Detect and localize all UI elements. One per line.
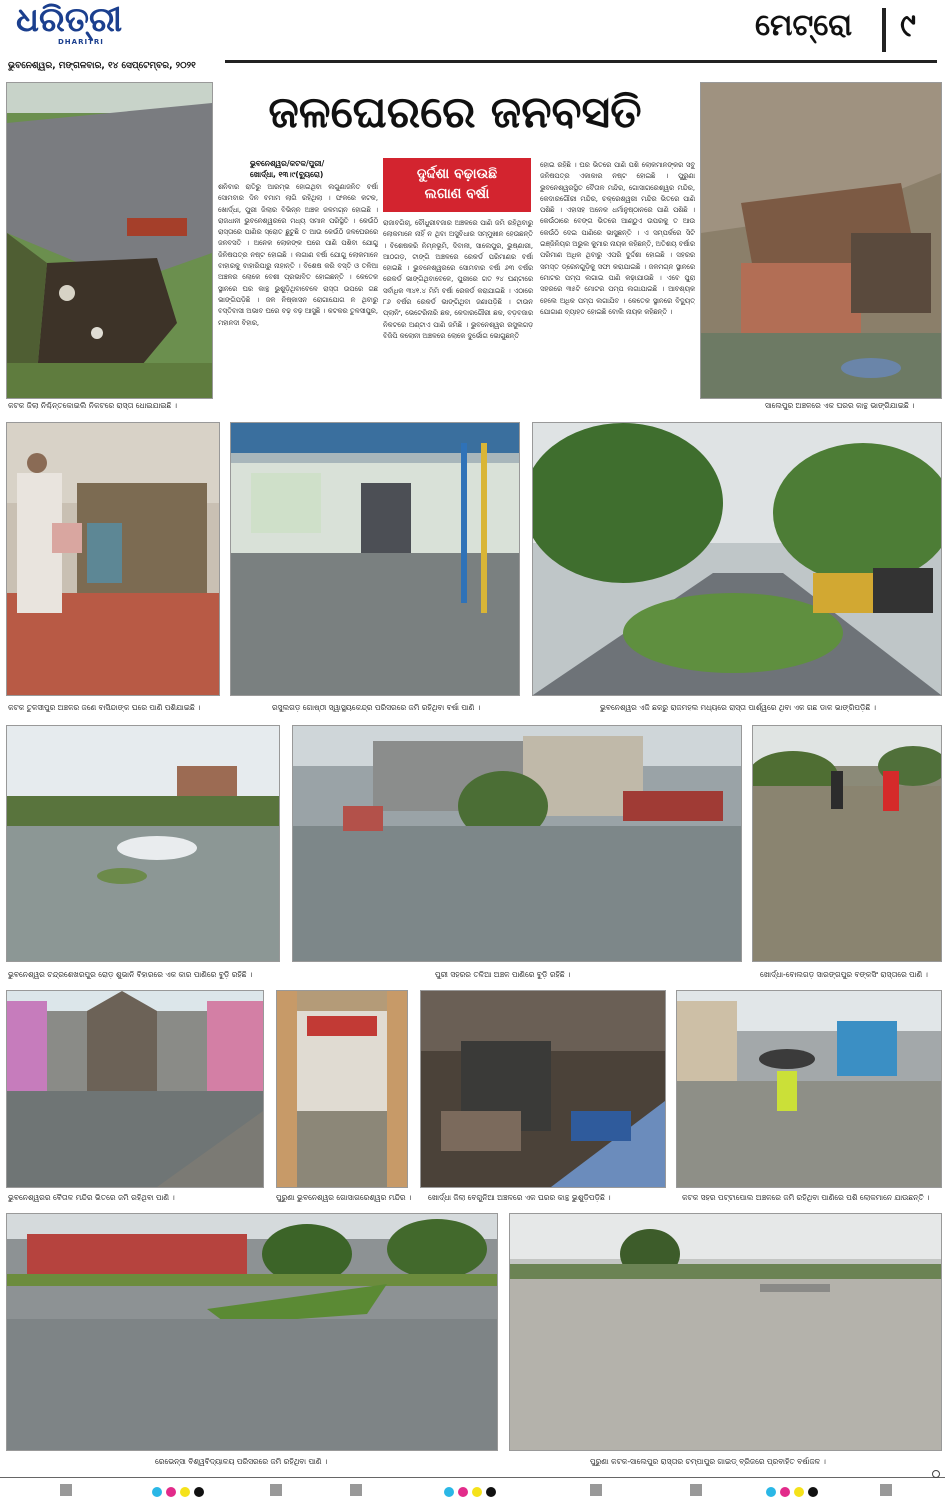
registration-dot-icon	[180, 1487, 190, 1497]
caption: ଭୁବନେଶ୍ୱରର ବୈତାଳ ମନ୍ଦିର ଭିତରେ ଜମି ରହିଥିବା ପାଣି ।	[8, 1193, 175, 1202]
article-column: ରାଜାବଗିଚା, ଚୌଧୁରୀବଜାର ଅଞ୍ଚଳରେ ପାଣି ଜମି ରହିଥିବାରୁ ଲୋକମାନେ ନାହିଁ ନ ଥିବା ଅସୁବିଧାର ସମ୍ମୁଖୀନ ହେଉଛନ୍ତି । ବିଶେଷକରି ନିମ୍ନଭୂମି, ଦିବାଳୀ, ସାଲେପୁର, ଭୁଷ୍ଣାରୀ, ଆଠଗଡ଼, ଟାଙ୍ଗି ଅଞ୍ଚଳରେ ରେକର୍ଡ ପରିମାଣର ବର୍ଷା ହୋଇଛି । ଭୁବନେଶ୍ୱରରେ ସୋମବାର ବର୍ଷା ୬୩ ବର୍ଷର ରେକର୍ଡ ଭାଙ୍ଗିଥିବାବେଳେ, ପୁରୀରେ ଗତ ୨୪ ଘଣ୍ଟାରେ ସର୍ବାଧିକ ୩୪୧.୪ ମିମି ବର୍ଷା ରେକର୍ଡ କରାଯାଇଛି । ଏଠାରେ ୮୬ ବର୍ଷର ରେକର୍ଡ ଭାଙ୍ଗିଥିବା ଜଣାପଡ଼ିଛି । ଟାଉନ ପ୍ଲାନିଂ, ଭେଟେରିନାରି ଛକ, କେଦାରଗୌରୀ ଛକ, ବଡ଼ବଜାର ନିକଟରେ ଅଣ୍ଟାଏ ପାଣି ଜମିଛି । ଭୁବନେଶ୍ୱର ରସୁଲଗଡ଼ ବିଜିପି କଲୋନୀ ଅଞ୍ଚଳରେ ଲୋକେ ଦୁର୍ଭୋଗ ଭୋଗୁଛନ୍ତି	[383, 219, 533, 340]
registration-dot-icon	[444, 1487, 454, 1497]
registration-dot-icon	[166, 1487, 176, 1497]
registration-dot-icon	[780, 1487, 790, 1497]
photo-ravenshaw-campus	[6, 1213, 498, 1451]
photo-cuttack-street-flooded	[676, 990, 942, 1188]
registration-target-icon	[60, 1484, 72, 1496]
photo-baitala-temple-flooded	[6, 990, 264, 1188]
caption: କଟକ ସହର ପଟ୍ଟାପୋଲ ଅଞ୍ଚଳରେ ଜମି ରହିଥିବା ପାଣିରେ ପଶି ଲୋକମାନେ ଯାଉଛନ୍ତି ।	[682, 1193, 930, 1202]
registration-target-icon	[590, 1484, 602, 1496]
headline: ଜଳଘେରରେ ଜନବସତି	[268, 87, 642, 138]
registration-dot-icon	[458, 1487, 468, 1497]
registration-dot-icon	[472, 1487, 482, 1497]
caption: ପୁରୁଣା ଭୁବନେଶ୍ୱର ଗୋସାଗରେଶ୍ୱର ମନ୍ଦିର ।	[276, 1193, 412, 1202]
photo-begunia-house-collapse	[420, 990, 666, 1188]
byline: ଭୁବନେଶ୍ୱର/କଟକ/ପୁରୀ/ ଖୋର୍ଦ୍ଧା, ୧୩।୯(ବ୍ୟୁରୋ)	[250, 159, 325, 179]
photo-collapsed-house-wall	[700, 82, 942, 399]
registration-target-icon	[350, 1484, 362, 1496]
footer-rule	[0, 1477, 945, 1478]
masthead	[0, 0, 945, 72]
caption: ଖୋର୍ଦ୍ଧା-ବୋଲଗଡ଼ ସାରଙ୍ଗପୁର ବଙ୍କସିଂ ରାସ୍ତାରେ ପାଣି ।	[760, 970, 928, 979]
circle-arrow-icon	[932, 1470, 940, 1478]
masthead-rule	[225, 60, 937, 63]
caption: ରେଭେନ୍ସା ବିଶ୍ୱବିଦ୍ୟାଳୟ ପରିସରରେ ଜମି ରହିଥିବା ପାଣି ।	[155, 1457, 328, 1466]
registration-dot-icon	[766, 1487, 776, 1497]
photo-people-wading-road	[752, 725, 942, 962]
page-number: ୯	[900, 6, 916, 44]
subhead-line: ଦୁର୍ଦ୍ଦଶା ବଢ଼ାଉଛି	[416, 166, 498, 182]
logo	[10, 2, 130, 48]
subhead-box	[383, 158, 531, 212]
photo-puri-lowland	[292, 725, 742, 962]
photo-road-washed-away	[6, 82, 213, 399]
registration-dot-icon	[486, 1487, 496, 1497]
caption: କଟକ ତୁଳସୀପୁର ଅଞ୍ଚଳର ଜଣେ ବାସିନ୍ଦାଙ୍କ ଘରେ ପାଣି ପଶିଯାଇଛି ।	[8, 703, 201, 712]
photo-flooded-bridge	[509, 1213, 942, 1451]
photo-car-submerged	[6, 725, 280, 962]
registration-target-icon	[270, 1484, 282, 1496]
photo-flooded-health-centre	[230, 422, 520, 696]
caption: ପୁରୀ ସହରର ତଳିଆ ଅଞ୍ଚଳ ପାଣିରେ ବୁଡ଼ି ରହିଛି ।	[435, 970, 571, 979]
logo-sub: DHARITRI	[58, 38, 104, 46]
registration-dot-icon	[794, 1487, 804, 1497]
article-column: ଶନିବାର ରାତିରୁ ଆରମ୍ଭ ହୋଇଥିବା ଲଗୁଣାଜନିତ ବର୍ଷା ସୋମବାର ଦିନ ବମାମ ଲାଗି ରହିଥିଲା । ଫଳରେ କଟକ, ଖୋର୍ଦ୍ଧା, ପୁରୀ ଜିଲାର ବିଭିନ୍ନ ଅଞ୍ଚଳ ଜଳମଗ୍ନ ହୋଇଛି । ରାଜଧାନୀ ଭୁବନେଶ୍ୱରରେ ମଧ୍ୟ ସମାନ ପରିସ୍ଥିତି । କେଉଁଠି ରାସ୍ତାରେ ପାଣିର ସ୍ରୋତ ଛୁଟୁଛି ତ ଆଉ କେଉଁଠି ଜଳଘେରରେ ଜନବସତି । ଅନେକ ଲୋକଙ୍କ ଘରେ ପାଣି ପଶିବା ଯୋଗୁ ଜିନିଷପତ୍ର ନଷ୍ଟ ହୋଇଛି । ଲଗାଣ ବର୍ଷା ଯୋଗୁ ଲୋକମାନେ ବାହାରକୁ ବାହାରିପାରୁ ନାହାନ୍ତି । ବିଶେଷ କରି ବସ୍ତି ଓ ତଳିଆ ଅଞ୍ଚଳର ଲୋକେ ବେଶୀ ପ୍ରଭାବିତ ହୋଇଛନ୍ତି । କେତେକ ସ୍ଥାନରେ ଘର କାନ୍ଥ ଭୁଶୁଡ଼ିଥିବାବେଳେ ରାସ୍ତା ଉପରେ ଗଛ ଭାଙ୍ଗିପଡ଼ିଛି । ଜଳ ନିଷ୍କାସନ ରୋଗାଯୋଗ ନ ଥିବାରୁ ବସ୍ତିବାସୀ ଅଭାବ ଘରେ ବଢ଼ ବଢ଼ ଆସୁଛି । କଟକର ତୁଳସୀପୁର, ମହାନଦୀ ବିହାର,	[218, 183, 378, 327]
article-column: ହୋଇ ରହିଛି । ଘର ଭିତରେ ପାଣି ପଶି ଲୋକମାନଙ୍କର ସବୁ ଜନିଷପତ୍ର ଏକାକାର ନଷ୍ଟ ହୋଇଛି । ପୁରୁଣା ଭୁବନେଶ୍ୱରସ୍ଥିତ ବୈତାଳ ମନ୍ଦିର, ଗୋସାଗରେଶ୍ୱର ମନ୍ଦିର, କେଦାରଗୌରୀ ମନ୍ଦିର, ଚକ୍ରେଶ୍ୱରୀ ମନ୍ଦିର ଭିତରେ ପାଣି ପଶିଛି । ଏହାସହ ଅନେକ ଧର୍ମାନୁଷ୍ଠାନରେ ପାଣି ପଶିଛି । କେଉଁଠାରେ ବେଙ୍ଗ ଭିତରେ ଆଣ୍ଠୁଏ ଉପରକୁ ତ ଆଉ କେଉଁଠି ଦେଇ ପାଣିରେ ଭାସୁଛନ୍ତି । ଏ ସମ୍ପର୍କରେ ସିଟି ଇଞ୍ଜିନିୟର ଅଭୁଲ କୁମାର ନାୟକ କହିଛନ୍ତି, ଅତିଶୟ ବର୍ଷାର ପରିମାଣ ଅଧିକ ଥିବାରୁ ଏପରି ଦୁର୍ଦ୍ଦଶା ହୋଇଛି । ସହରର ସମସ୍ତ ଡ୍ରେନଗୁଡ଼ିକୁ ସଫା କରାଯାଇଛି । ଜଳମଗ୍ନ ସ୍ଥାନରେ ମୋଟର ପମ୍ପ ଲଗାଇ ପାଣି କଢ଼ାଯାଉଛି । ଏବେ ପୁରା ସହରରେ ୩୫ଟି ମୋଟର ପମ୍ପ ଲଗାଯାଇଛି । ଆବଶ୍ୟକ ହେଲେ ଅଧିକ ପମ୍ପ ଲଗାଯିବ । କେତେକ ସ୍ଥାନରେ ବିଦ୍ୟୁତ୍ ଯୋଗାଣ ବ୍ୟାହତ ହୋଇଛି ବୋଲି ନାୟକ କହିଛନ୍ତି ।	[540, 161, 695, 316]
dateline: ଭୁବନେଶ୍ୱର, ମଙ୍ଗଳବାର, ୧୪ ସେପ୍ଟେମ୍ବର, ୨୦୨୧	[8, 53, 196, 67]
photo-flooded-house-interior	[6, 422, 220, 696]
caption: ପୁରୁଣା କଟକ-ସାଲେପୁର ରାସ୍ତାର ଚମ୍ପାପୁର ଗାଇଡ୍ ବ୍ରିଜରେ ପ୍ରବାହିତ ବର୍ଷାଜଳ ।	[590, 1457, 826, 1466]
caption: ସାଲେପୁର ଅଞ୍ଚଳରେ ଏକ ଘରର କାନ୍ଥ ଭାଙ୍ଗିଯାଇଛି ।	[765, 401, 915, 410]
caption: ଖୋର୍ଦ୍ଧା ଜିଲା ବେଗୁନିଆ ଅଞ୍ଚଳରେ ଏକ ଘରର କାନ୍ଥ ଭୁଶୁଡ଼ିପଡ଼ିଛି ।	[428, 1193, 611, 1202]
registration-target-icon	[690, 1484, 702, 1496]
registration-dot-icon	[152, 1487, 162, 1497]
caption: ଭୁବନେଶ୍ୱର ଚନ୍ଦ୍ରଶେଖରପୁର ରୋଡ଼ ଶୁଭାନି ବିହାରରେ ଏକ କାର ପାଣିରେ ବୁଡ଼ି ରହିଛି ।	[8, 970, 253, 979]
registration-dot-icon	[194, 1487, 204, 1497]
subhead-line: ଲଗାଣ ବର୍ଷା	[424, 186, 490, 202]
caption: କଟକ ଜିଲା ନିଶ୍ଚିନ୍ତକୋଇଲି ନିକଟରେ ରାସ୍ତା ଧୋଇଯାଇଛି ।	[8, 401, 178, 410]
registration-dot-icon	[808, 1487, 818, 1497]
caption: ରସୁଲଗଡ଼ ଗୋଷ୍ଠୀ ସ୍ୱାସ୍ଥ୍ୟକେନ୍ଦ୍ର ପରିସରରେ ଜମି ରହିଥିବା ବର୍ଷା ପାଣି ।	[272, 703, 481, 712]
photo-fallen-tree-road	[532, 422, 942, 696]
photo-gosagareswar-temple	[276, 990, 408, 1188]
caption: ଭୁବନେଶ୍ୱର ଏଜି ଛକରୁ ରାଜମହଲ ମଧ୍ୟରେ ରାସ୍ତା ପାର୍ଶ୍ୱରେ ଥିବା ଏକ ଗଛ ଡାଳ ଭାଙ୍ଗିପଡ଼ିଛି ।	[600, 703, 877, 712]
logo-text: ଧରିତ୍ରୀ	[16, 0, 123, 40]
section-name: ମେଟ୍ରୋ	[755, 8, 853, 43]
section-divider	[882, 8, 886, 52]
registration-target-icon	[880, 1484, 892, 1496]
